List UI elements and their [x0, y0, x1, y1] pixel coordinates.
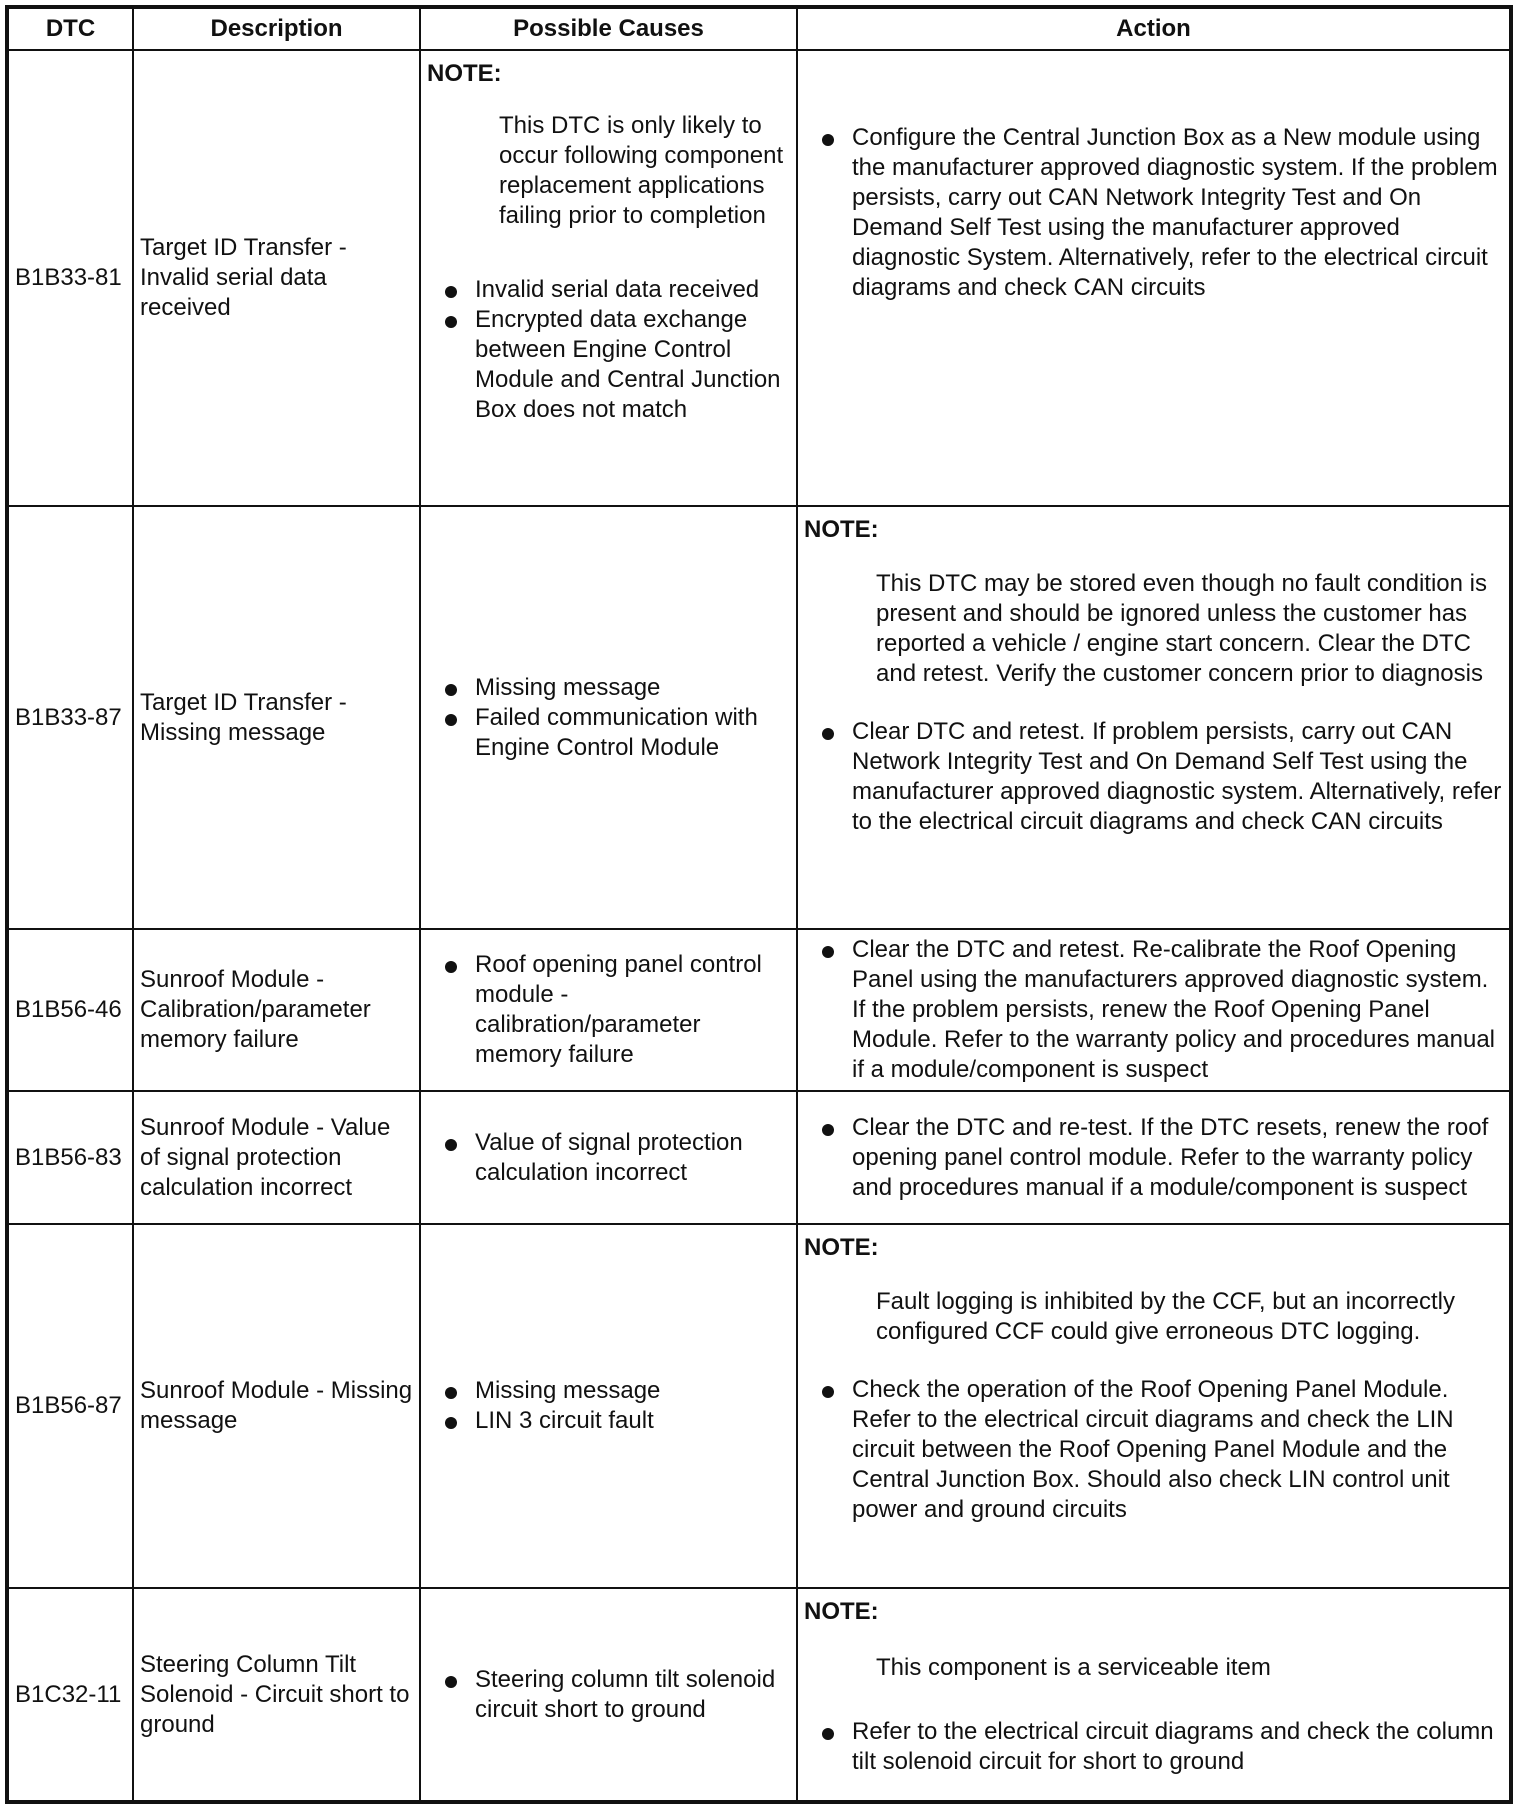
note-label: NOTE: — [804, 1234, 879, 1261]
action — [797, 1091, 1510, 1224]
table-row — [8, 929, 1510, 1091]
action — [797, 50, 1510, 506]
possible-causes — [420, 506, 797, 929]
cause-item: LIN 3 circuit fault — [427, 1406, 790, 1436]
dtc-code: B1B56-87 — [8, 1224, 133, 1588]
action — [797, 1224, 1510, 1588]
action — [797, 1588, 1510, 1801]
note-text: This component is a serviceable item — [876, 1654, 1271, 1681]
cause-item: Missing message — [427, 1376, 790, 1406]
action-item: Check the operation of the Roof Opening Panel Module. Refer to the electrical circuit diagrams and check the LIN circuit between the Roof Opening Panel Module and the Central Junction Box. Should also check LIN control unit power and ground circuits — [804, 1375, 1503, 1525]
possible-causes — [420, 1224, 797, 1588]
dtc-description: Sunroof Module - Missing message — [133, 1224, 420, 1588]
cause-item: Failed communication with Engine Control Module — [427, 703, 790, 763]
cause-item: Steering column tilt solenoid circuit short to ground — [427, 1665, 790, 1725]
cause-item: Encrypted data exchange between Engine Control Module and Central Junction Box does not match — [427, 305, 790, 425]
possible-causes — [420, 929, 797, 1091]
cause-item: Roof opening panel control module - calibration/parameter memory failure — [427, 950, 790, 1070]
note-label: NOTE: — [804, 516, 879, 543]
table-row — [8, 506, 1510, 929]
possible-causes — [420, 1091, 797, 1224]
note-text: Fault logging is inhibited by the CCF, but an incorrectly configured CCF could give erroneous DTC logging. — [876, 1288, 1455, 1345]
header-dtc: DTC — [8, 8, 133, 50]
action — [797, 506, 1510, 929]
dtc-description: Sunroof Module - Value of signal protection calculation incorrect — [133, 1091, 420, 1224]
action-item: Clear the DTC and re-test. If the DTC resets, renew the roof opening panel control module. Refer to the warranty policy and procedures manual if a module/component is suspect — [804, 1113, 1503, 1203]
action-item: Configure the Central Junction Box as a New module using the manufacturer approved diagnostic system. If the problem persists, carry out CAN Network Integrity Test and On Demand Self Test using the manufacturer approved diagnostic System. Alternatively, refer to the electrical circuit diagrams and check CAN circuits — [804, 123, 1503, 303]
possible-causes — [420, 50, 797, 506]
table-row — [8, 1588, 1510, 1801]
note-text: This DTC may be stored even though no fault condition is present and should be ignored unless the customer has reported a vehicle / engine start concern. Clear the DTC and retest. Verify the customer concern prior to diagnosis — [876, 570, 1487, 687]
note-text: This DTC is only likely to occur following component replacement applications failing prior to completion — [499, 112, 784, 229]
action-item: Refer to the electrical circuit diagrams and check the column tilt solenoid circuit for short to ground — [804, 1717, 1503, 1777]
action-item: Clear DTC and retest. If problem persists, carry out CAN Network Integrity Test and On Demand Self Test using the manufacturer approved diagnostic system. Alternatively, refer to the electrical circuit diagrams and check CAN circuits — [804, 717, 1503, 837]
action-item: Clear the DTC and retest. Re-calibrate the Roof Opening Panel using the manufacturers approved diagnostic system. If the problem persists, renew the Roof Opening Panel Module. Refer to the warranty policy and procedures manual if a module/component is suspect — [804, 935, 1503, 1085]
cause-item: Missing message — [427, 673, 790, 703]
dtc-description: Target ID Transfer - Invalid serial data received — [133, 50, 420, 506]
table-row — [8, 1091, 1510, 1224]
dtc-code: B1C32-11 — [8, 1588, 133, 1801]
possible-causes — [420, 1588, 797, 1801]
dtc-code: B1B56-46 — [8, 929, 133, 1091]
dtc-code: B1B56-83 — [8, 1091, 133, 1224]
header-possible-causes: Possible Causes — [420, 8, 797, 50]
note-label: NOTE: — [804, 1598, 879, 1625]
dtc-code: B1B33-87 — [8, 506, 133, 929]
action — [797, 929, 1510, 1091]
cause-item: Invalid serial data received — [427, 275, 790, 305]
cause-item: Value of signal protection calculation incorrect — [427, 1128, 790, 1188]
header-row — [8, 8, 1510, 50]
table-row — [8, 1224, 1510, 1588]
table-row — [8, 50, 1510, 506]
dtc-code: B1B33-81 — [8, 50, 133, 506]
dtc-table — [7, 7, 1511, 1802]
header-description: Description — [133, 8, 420, 50]
header-action: Action — [797, 8, 1510, 50]
note-label: NOTE: — [427, 60, 502, 87]
dtc-description: Steering Column Tilt Solenoid - Circuit short to ground — [133, 1588, 420, 1801]
dtc-description: Target ID Transfer - Missing message — [133, 506, 420, 929]
dtc-description: Sunroof Module - Calibration/parameter memory failure — [133, 929, 420, 1091]
